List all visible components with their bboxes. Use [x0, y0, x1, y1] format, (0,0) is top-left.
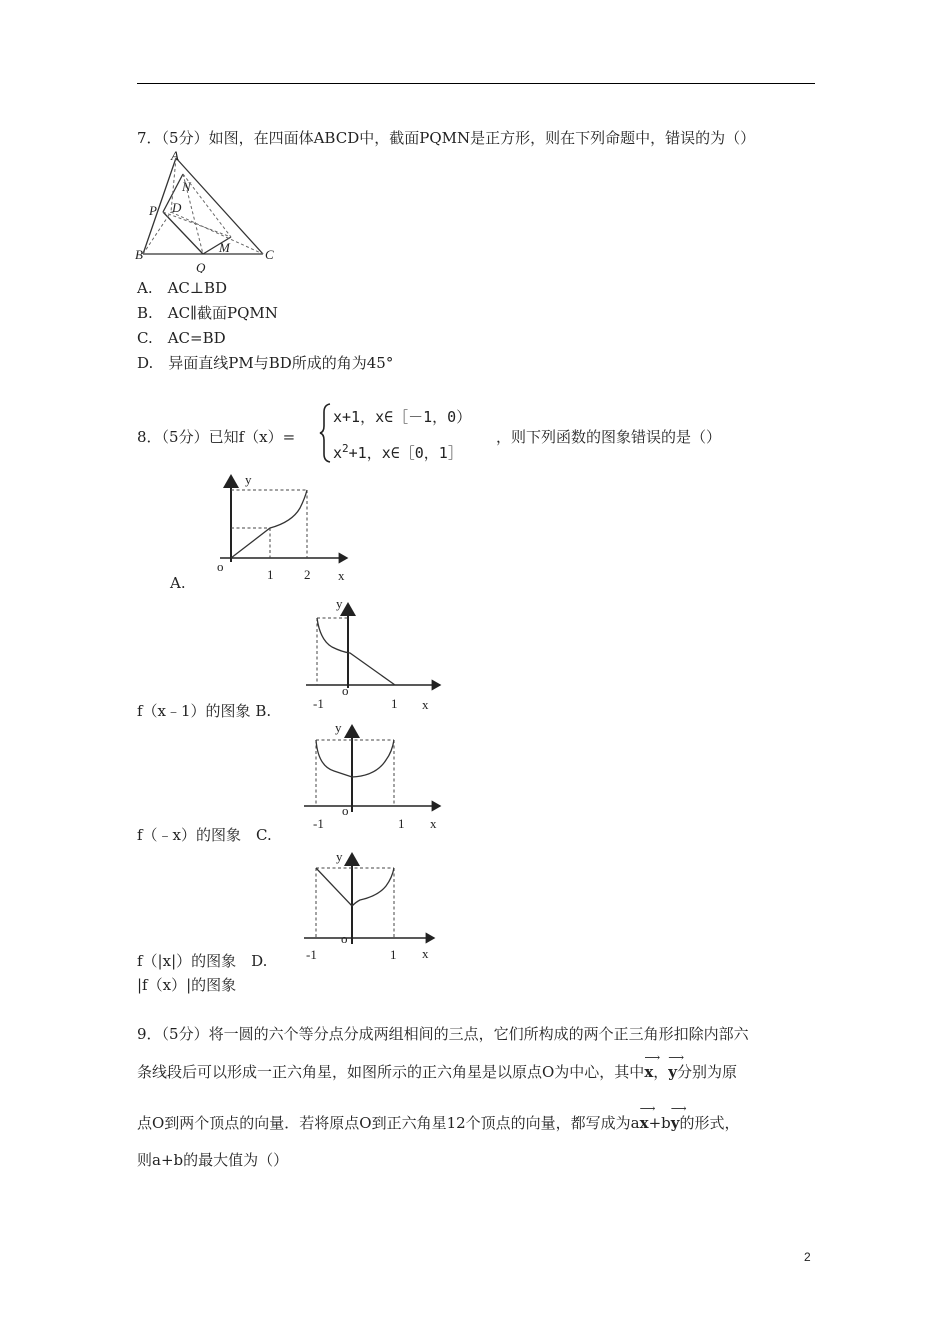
label-p: P	[149, 203, 157, 218]
graph-c-tick-1: 1	[398, 816, 405, 831]
q8-caption-last: |f（x）|的图象	[137, 976, 237, 994]
q7-option-a: A. AC⊥BD	[137, 279, 228, 297]
graph-b-x-label: x	[422, 697, 429, 712]
graph-b-tick-1: 1	[391, 696, 398, 711]
graph-a-y-label: y	[245, 472, 252, 487]
q8-caption-b: f（x﹣1）的图象 B.	[137, 702, 272, 720]
graph-c-origin: o	[342, 803, 349, 818]
q9-line-3-pre: 点O到两个顶点的向量．若将原点O到正六角星12个顶点的向量，都写成为a	[137, 1114, 640, 1132]
q9-line-3-post: 的形式，	[679, 1114, 740, 1132]
graph-a-tick-1: 1	[267, 567, 274, 582]
q9-line-1: 9．（5分）将一圆的六个等分点分成两组相间的三点，它们所构成的两个正三角形扣除内部六	[137, 1025, 749, 1043]
vector-y: ⟶ y	[668, 1051, 685, 1081]
graph-d-origin: o	[341, 931, 348, 946]
q9-sep: ，	[653, 1063, 669, 1081]
page-number: 2	[804, 1250, 811, 1264]
q9-line-2-pre: 条线段后可以形成一正六角星，如图所示的正六角星是以原点O为中心，其中	[137, 1063, 645, 1081]
label-a: A	[171, 148, 179, 163]
vector-arrow-icon: ⟶	[670, 1102, 687, 1115]
graph-c-tick-minus1: -1	[313, 816, 324, 831]
label-b: B	[135, 247, 143, 262]
vector-arrow-icon: ⟶	[644, 1051, 661, 1064]
q8-stem-suffix: ，则下列函数的图象错误的是（）	[496, 428, 722, 446]
q9-line-3	[137, 1102, 740, 1133]
q8-graph-b	[300, 592, 450, 714]
q7-tetrahedron-figure	[133, 148, 283, 273]
vector-y: ⟶ y	[670, 1102, 687, 1132]
header-rule	[137, 83, 815, 84]
graph-b-y-label: y	[336, 596, 343, 611]
graph-c-x-label: x	[430, 816, 437, 831]
label-q: Q	[196, 260, 206, 273]
vector-x: ⟶ x	[644, 1051, 661, 1081]
q8-piece-1: x+1，x∈［－1，0）	[333, 408, 472, 426]
graph-b-origin: o	[342, 683, 349, 698]
q8-piece-2	[333, 442, 463, 463]
q9-plus-b: +b	[648, 1114, 671, 1132]
graph-b-tick-minus1: -1	[313, 696, 324, 711]
label-m: M	[219, 240, 230, 255]
q9-line-2	[137, 1051, 738, 1082]
graph-d-tick-minus1: -1	[306, 947, 317, 962]
q8-piece-2-exp: 2	[342, 442, 349, 455]
label-n: N	[182, 179, 191, 194]
q8-stem-prefix: 8．（5分）已知f（x）=	[137, 428, 296, 446]
label-d: D	[172, 200, 182, 215]
q8-graph-c	[300, 716, 450, 838]
q7-option-b: B. AC∥截面PQMN	[137, 304, 278, 322]
graph-a-origin: o	[217, 559, 224, 574]
q7-stem: 7．（5分）如图，在四面体ABCD中，截面PQMN是正方形，则在下列命题中，错误的为（）	[137, 129, 756, 147]
q7-option-d: D. 异面直线PM与BD所成的角为45°	[137, 354, 394, 372]
q8-graph-a	[210, 466, 360, 586]
label-c: C	[265, 247, 274, 262]
graph-c-y-label: y	[335, 720, 342, 735]
q9-line-2-post: 分别为原	[677, 1063, 738, 1081]
graph-a-x-label: x	[338, 568, 345, 583]
q8-piece-2-base: x	[333, 444, 343, 462]
piecewise-brace	[318, 402, 332, 464]
q8-graph-d	[300, 844, 450, 966]
q9-line-4: 则a+b的最大值为（）	[137, 1151, 289, 1169]
vector-arrow-icon: ⟶	[668, 1051, 685, 1064]
q8-option-a-label: A.	[170, 574, 186, 592]
q7-option-c: C. AC=BD	[137, 329, 226, 347]
q8-caption-c: f（﹣x）的图象 C.	[137, 826, 272, 844]
q8-caption-d: f（|x|）的图象 D.	[137, 952, 268, 970]
q8-piece-2-rest: +1，x∈［0，1］	[348, 444, 463, 462]
graph-a-tick-2: 2	[304, 567, 311, 582]
vector-x: ⟶ x	[639, 1102, 656, 1132]
graph-d-tick-1: 1	[390, 947, 397, 962]
graph-d-y-label: y	[336, 849, 343, 864]
graph-d-x-label: x	[422, 946, 429, 961]
vector-arrow-icon: ⟶	[639, 1102, 656, 1115]
